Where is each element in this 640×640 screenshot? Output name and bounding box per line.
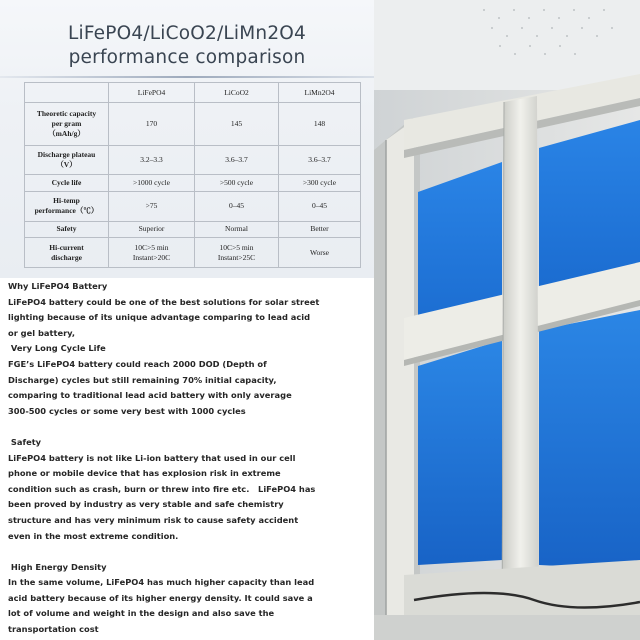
table-row-label-line: performance（℃） <box>34 206 99 216</box>
table-row-label-line: discharge <box>51 252 82 262</box>
article-line: lot of volume and weight in the design and also save the <box>8 608 275 619</box>
table-cell-line: 10C>5 min <box>134 242 169 252</box>
table-row <box>25 145 361 175</box>
table-row <box>25 221 361 238</box>
table-cell <box>109 175 195 192</box>
table-cell <box>109 103 195 146</box>
table-cell-line: 0–45 <box>312 201 327 211</box>
table-cell <box>279 175 361 192</box>
table-cell-line: >75 <box>145 201 158 211</box>
table-cell <box>195 191 279 221</box>
article-line: Very Long Cycle Life <box>8 343 106 354</box>
table-row-label <box>25 221 109 238</box>
table-row-label-line: （V） <box>56 159 77 169</box>
table-row-label <box>25 238 109 268</box>
table-cell-line: >1000 cycle <box>133 178 170 188</box>
article-line: structure and has very minimum risk to cause safety accident <box>8 514 299 525</box>
table-row-label <box>25 103 109 146</box>
table-cell <box>109 191 195 221</box>
battery-photo-drawing <box>374 0 640 640</box>
comparison-card <box>0 0 374 278</box>
article-line: Safety <box>8 436 42 447</box>
article-line: condition such as crash, burn or threw into fire etc. LiFePO4 has <box>8 483 316 494</box>
table-cell-line: 148 <box>313 118 326 128</box>
table-cell-line: >500 cycle <box>219 178 254 188</box>
title-divider <box>0 76 374 78</box>
table-cell-line: Worse <box>310 247 329 257</box>
article-line: Why LiFePO4 Battery <box>8 281 108 291</box>
table-cell <box>279 221 361 238</box>
comparison-table-header <box>25 83 361 103</box>
table-row-label-line: per gram <box>51 118 82 128</box>
table-cell-line: >300 cycle <box>302 178 337 188</box>
table-cell <box>279 103 361 146</box>
table-row-label-line: Cycle life <box>51 178 82 188</box>
table-row <box>25 238 361 268</box>
table-cell-line: Normal <box>225 224 248 234</box>
article-line: been proved by industry as very stable and safe chemistry <box>8 499 284 510</box>
table-cell <box>109 221 195 238</box>
article-line: 300-500 cycles or some very best with 1000 cycles <box>8 405 246 416</box>
article-line: High Energy Density <box>8 561 107 572</box>
table-header-cell <box>25 83 109 103</box>
table-cell-line: 145 <box>230 118 243 128</box>
table-row-label-line: Hi-temp <box>53 196 80 206</box>
table-header-cell: LiFePO4 <box>109 83 195 103</box>
article-line: phone or mobile device that has explosion risk in extreme <box>8 468 281 479</box>
table-cell-line: 0–45 <box>229 201 244 211</box>
table-cell-line: Instant>20C <box>132 252 171 262</box>
article-line: LiFePO4 battery is not like Li-ion battery that used in our cell <box>8 452 296 463</box>
table-row-label <box>25 191 109 221</box>
comparison-table <box>24 82 361 268</box>
article-line: comparing to traditional lead acid battery with only average <box>8 390 292 401</box>
table-cell <box>279 238 361 268</box>
table-cell <box>279 145 361 175</box>
table-cell <box>109 238 195 268</box>
article-text <box>8 279 378 638</box>
table-cell-line: 170 <box>145 118 158 128</box>
paragraph-gap <box>8 544 378 560</box>
table-cell <box>279 191 361 221</box>
table-cell-line: 3.6–3.7 <box>308 154 331 164</box>
table-row-label-line: （mAh/g） <box>48 128 85 138</box>
card-title-line-1: LiFePO4/LiCoO2/LiMn2O4 <box>67 23 307 44</box>
table-row-label <box>25 175 109 192</box>
article-line: In the same volume, LiFePO4 has much higher capacity than lead <box>8 577 315 588</box>
table-header-cell: LiCoO2 <box>195 83 279 103</box>
table-cell <box>195 103 279 146</box>
table-row-label <box>25 145 109 175</box>
paragraph-gap <box>8 419 378 435</box>
article-line: Discharge) cycles but still remaining 70% initial capacity, <box>8 374 277 385</box>
table-header-row <box>25 83 361 103</box>
table-row-label-line: Theoretic capacity <box>36 108 97 118</box>
table-cell <box>195 175 279 192</box>
battery-photo <box>374 0 640 640</box>
card-title-line-2: performance comparison <box>68 47 306 68</box>
table-row <box>25 175 361 192</box>
table-row <box>25 191 361 221</box>
article-line: LiFePO4 battery could be one of the best solutions for solar street <box>8 296 320 307</box>
table-row-label-line: Safety <box>56 224 77 234</box>
table-cell-line: 10C>5 min <box>219 242 254 252</box>
table-cell <box>195 145 279 175</box>
article-line: acid battery because of its higher energy density. It could save a <box>8 592 313 603</box>
table-cell-line: 3.2–3.3 <box>140 154 163 164</box>
article-line: FGE’s LiFePO4 battery could reach 2000 DOD (Depth of <box>8 358 267 369</box>
article-line: even in the most extreme condition. <box>8 530 179 541</box>
comparison-table-body <box>25 103 361 268</box>
table-cell-line: Better <box>310 224 329 234</box>
table-cell <box>195 238 279 268</box>
table-row-label-line: Discharge plateau <box>37 149 96 159</box>
table-cell-line: Instant>25C <box>217 252 256 262</box>
article-line: transportation cost <box>8 624 99 635</box>
table-cell-line: Superior <box>138 224 165 234</box>
card-title <box>0 22 374 70</box>
table-row-label-line: Hi-current <box>49 242 84 252</box>
table-header-cell: LiMn2O4 <box>279 83 361 103</box>
table-cell <box>109 145 195 175</box>
table-cell <box>195 221 279 238</box>
table-cell-line: 3.6–3.7 <box>225 154 248 164</box>
article-line: or gel battery, <box>8 327 76 338</box>
article-line: lighting because of its unique advantage comparing to lead acid <box>8 312 311 323</box>
table-row <box>25 103 361 146</box>
